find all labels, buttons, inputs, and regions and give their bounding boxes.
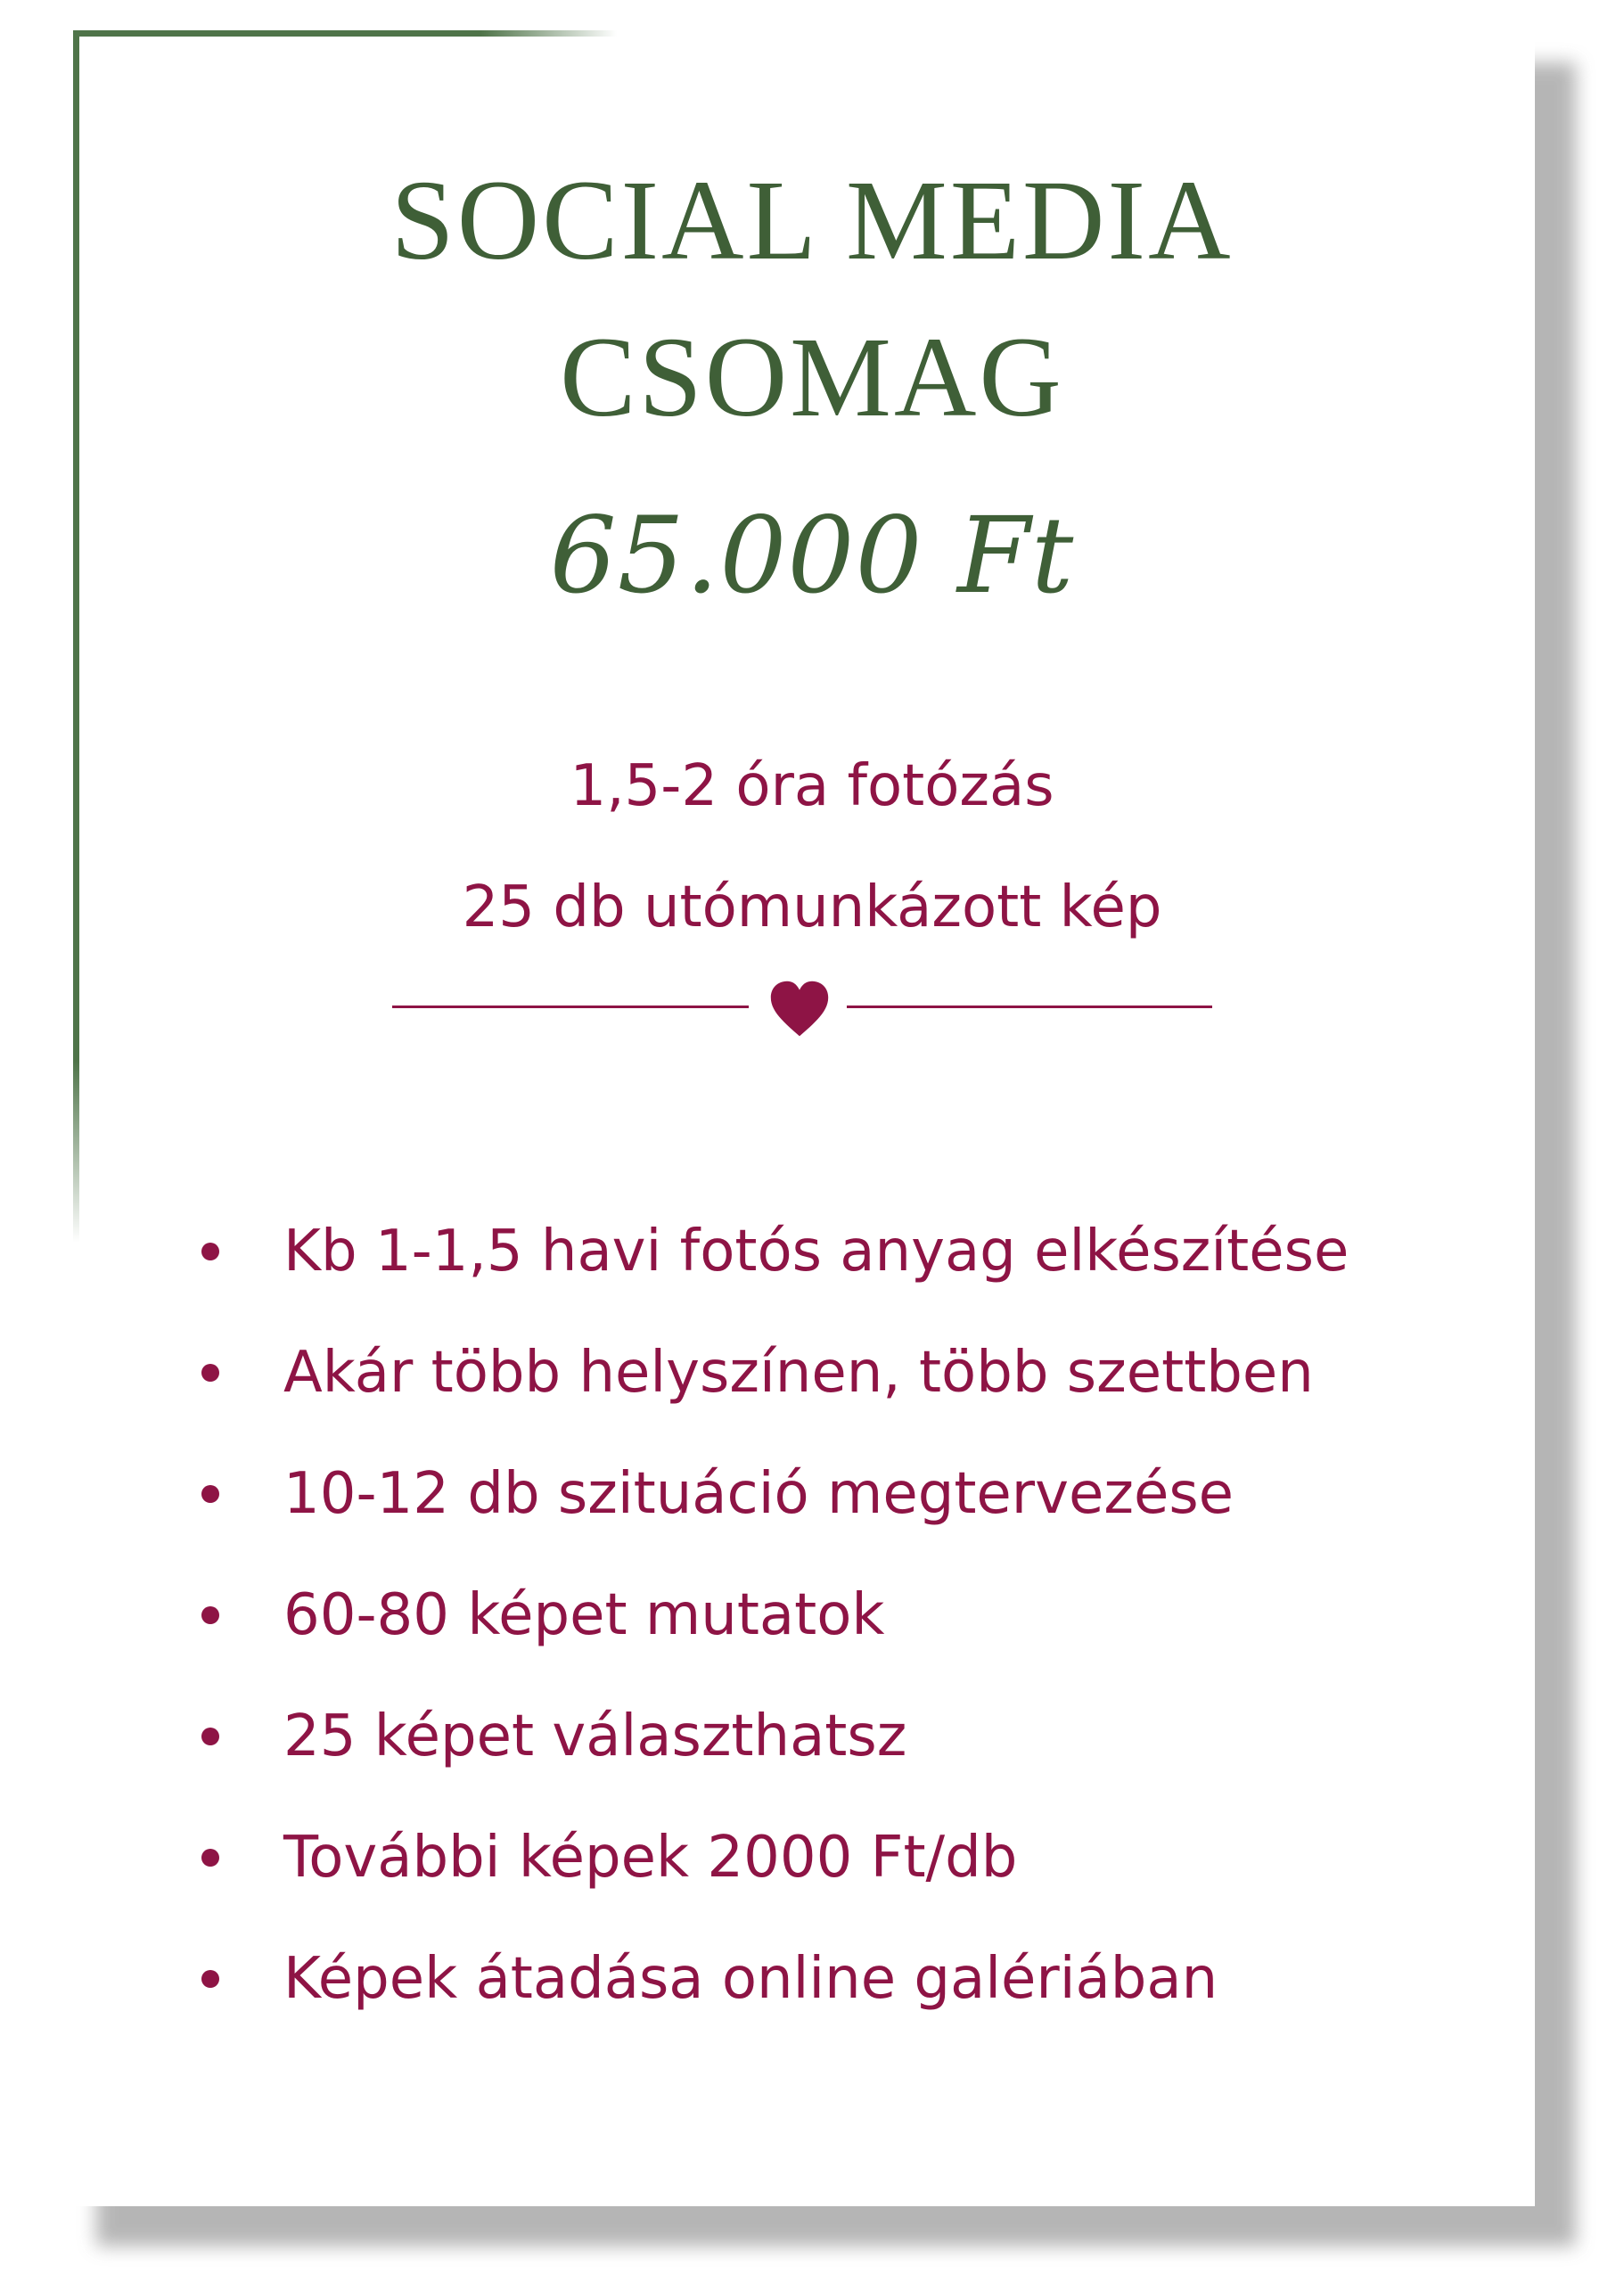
heart-icon xyxy=(768,979,831,1041)
bullet-icon xyxy=(201,1970,219,1988)
corner-frame-top xyxy=(73,30,617,37)
list-item xyxy=(198,1457,1349,1578)
feature-text: Képek átadása online galériában xyxy=(283,1946,1218,2012)
features-list xyxy=(198,1214,1349,2063)
feature-text: 10-12 db szituáció megtervezése xyxy=(283,1461,1234,1527)
feature-text: Akár több helyszínen, több szettben xyxy=(283,1340,1314,1406)
bullet-icon xyxy=(201,1364,219,1382)
list-item xyxy=(198,1335,1349,1457)
bullet-icon xyxy=(201,1728,219,1745)
edited-images-count: 25 db utómunkázott kép xyxy=(462,874,1162,940)
divider-line-right xyxy=(847,1006,1212,1008)
feature-text: 25 képet választhatsz xyxy=(283,1703,907,1769)
bullet-icon xyxy=(201,1243,219,1260)
list-item xyxy=(198,1941,1349,2063)
session-duration: 1,5-2 óra fotózás xyxy=(570,753,1054,819)
bullet-icon xyxy=(201,1485,219,1503)
feature-text: További képek 2000 Ft/db xyxy=(283,1825,1018,1891)
feature-text: 60-80 képet mutatok xyxy=(283,1582,885,1648)
list-item xyxy=(198,1214,1349,1335)
feature-text: Kb 1-1,5 havi fotós anyag elkészítése xyxy=(283,1219,1349,1285)
package-title-line1: SOCIAL MEDIA xyxy=(390,157,1234,283)
list-item xyxy=(198,1578,1349,1699)
bullet-icon xyxy=(201,1849,219,1867)
package-title-line2: CSOMAG xyxy=(560,314,1064,440)
list-item xyxy=(198,1699,1349,1820)
bullet-icon xyxy=(201,1606,219,1624)
list-item xyxy=(198,1820,1349,1941)
divider-line-left xyxy=(392,1006,749,1008)
package-price: 65.000 Ft xyxy=(549,494,1075,617)
